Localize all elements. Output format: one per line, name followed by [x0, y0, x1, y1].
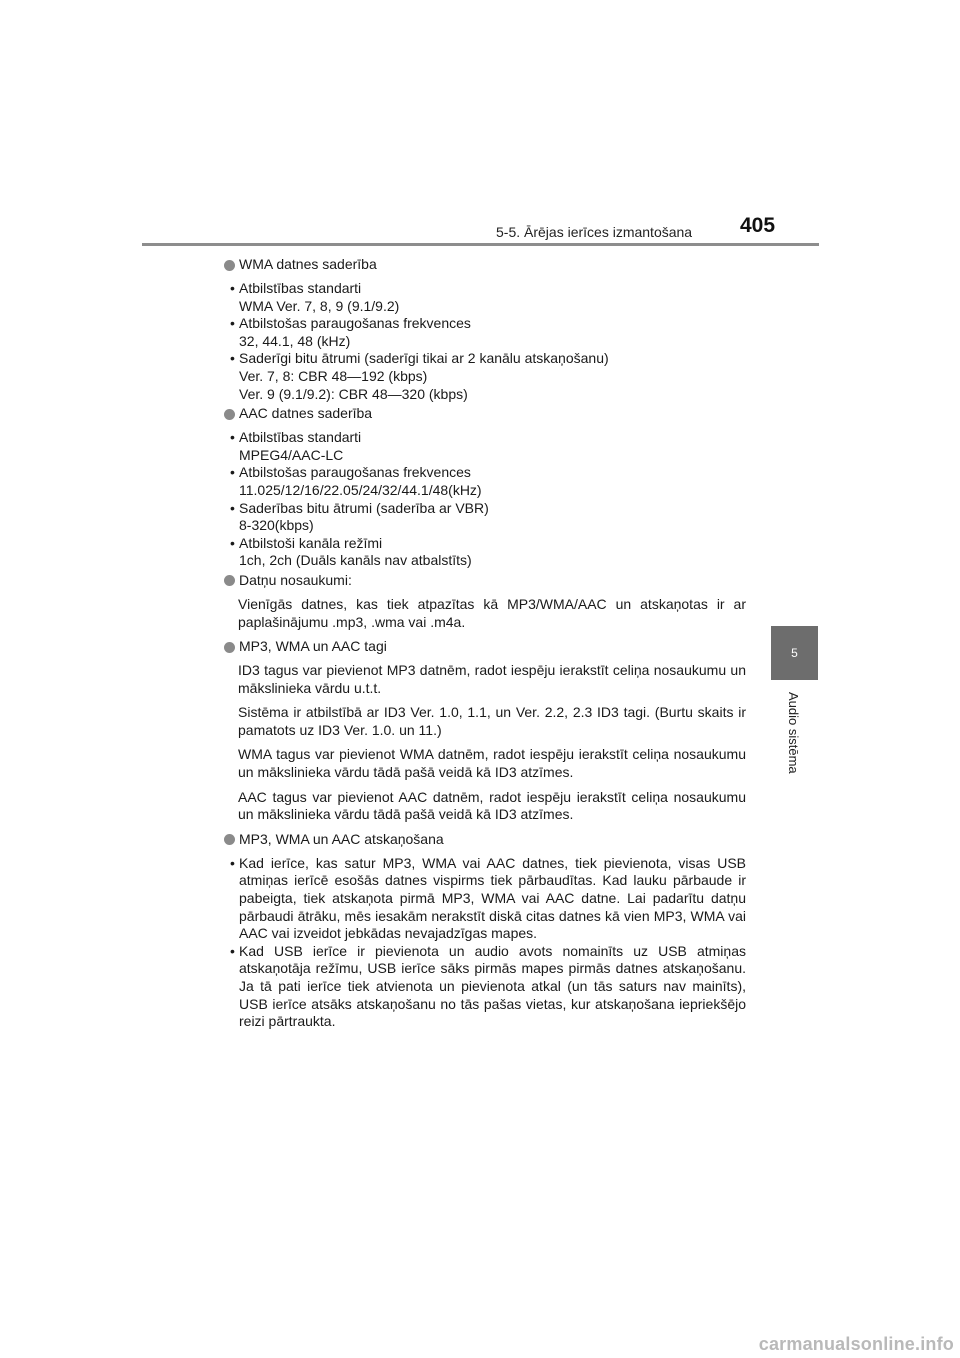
- item-label: Atbilstošas paraugošanas frekvences: [239, 464, 471, 481]
- bullet-circle-icon: [224, 409, 235, 420]
- list-item: [224, 855, 746, 943]
- tags-title: MP3, WMA un AAC tagi: [239, 638, 387, 655]
- list-item: [224, 500, 746, 535]
- list-item: [224, 315, 746, 350]
- item-value: Ver. 9 (9.1/9.2): CBR 48—320 (kbps): [239, 385, 468, 402]
- header-divider: [142, 243, 819, 246]
- bullet-mark: •: [230, 280, 235, 296]
- bullet-mark: •: [230, 499, 235, 516]
- item-value: 11.025/12/16/22.05/24/32/44.1/48(kHz): [239, 481, 482, 498]
- names-title: Datņu nosaukumi:: [239, 572, 352, 589]
- item-label: Atbilstības standarti: [239, 280, 362, 296]
- page-footer: [0, 1334, 960, 1358]
- list-item: [224, 280, 746, 315]
- wma-section: [224, 256, 746, 403]
- bullet-mark: •: [230, 315, 235, 332]
- item-value: 8-320(kbps): [239, 517, 314, 534]
- aac-title: AAC datnes saderība: [239, 405, 373, 422]
- chapter-tab: [771, 626, 818, 680]
- item-value: 1ch, 2ch (Duāls kanāls nav atbalstīts): [239, 552, 472, 569]
- wma-title: WMA datnes saderība: [239, 256, 377, 273]
- bullet-mark: •: [230, 854, 235, 871]
- bullet-mark: •: [230, 534, 235, 551]
- tags-section: [224, 638, 746, 824]
- bullet-mark: •: [230, 350, 235, 367]
- item-value: WMA Ver. 7, 8, 9 (9.1/9.2): [239, 297, 400, 314]
- bullet-circle-icon: [224, 642, 235, 653]
- chapter-label: Audio sistēma: [786, 692, 801, 774]
- paragraph: AAC tagus var pievienot AAC datnēm, radot iespēju ierakstīt celiņa nosaukumu un mākslinieka vārdu tādā pašā veidā kā ID3 atzīmes.: [238, 788, 746, 823]
- paragraph: Sistēma ir atbilstībā ar ID3 Ver. 1.0, 1.1, un Ver. 2.2, 2.3 ID3 tagi. (Burtu skaits ir pamatots uz ID3 Ver. 1.0. un 11.): [238, 704, 746, 738]
- section-title: 5-5. Ārējas ierīces izmantošana: [496, 224, 693, 240]
- playback-title: MP3, WMA un AAC atskaņošana: [239, 831, 444, 848]
- names-section: [224, 572, 746, 631]
- item-value: MPEG4/AAC-LC: [239, 446, 344, 463]
- item-text: Kad ierīce, kas satur MP3, WMA vai AAC datnes, tiek pievienota, visas USB atmiņas ierīcē esošās datnes vispirms tiek pārbaudītas. Kad lauku pārbaude ir pabeigta, tiek atskaņota pirmā MP3, WMA vai AAC datne. Lai padarītu datņu pārbaudi ātrāku, mēs iesakām nerakstīt diskā citas datnes kā vien MP3, WMA vai AAC vai izveidot jebkādas nevajadzīgas mapes.: [239, 854, 746, 942]
- list-item: [224, 535, 746, 570]
- item-label: Atbilstības standarti: [239, 429, 362, 446]
- item-label: Saderīgi bitu ātrumi (saderīgi tikai ar 2 kanālu atskaņošanu): [239, 350, 609, 367]
- list-item: [224, 429, 746, 464]
- chapter-number: 5: [791, 646, 798, 660]
- page-content: [224, 256, 746, 1031]
- page-header: [0, 0, 960, 250]
- paragraph: Vienīgās datnes, kas tiek atpazītas kā MP3/WMA/AAC un atskaņotas ir ar paplašinājumu .mp3, .wma vai .m4a.: [238, 595, 746, 630]
- bullet-circle-icon: [224, 575, 235, 586]
- item-label: Atbilstoši kanāla režīmi: [239, 534, 383, 551]
- list-item: [224, 464, 746, 499]
- paragraph: WMA tagus var pievienot WMA datnēm, radot iespēju ierakstīt celiņa nosaukumu un mākslinieka vārdu tādā pašā veidā kā ID3 atzīmes.: [238, 746, 746, 781]
- paragraph: ID3 tagus var pievienot MP3 datnēm, radot iespēju ierakstīt celiņa nosaukumu un mākslinieka vārdu u.t.t.: [238, 662, 746, 696]
- list-item: [224, 350, 746, 403]
- list-item: [224, 943, 746, 1031]
- bullet-mark: •: [230, 464, 235, 481]
- bullet-mark: •: [230, 942, 235, 959]
- bullet-circle-icon: [224, 834, 235, 845]
- aac-section: [224, 405, 746, 570]
- watermark: carmanualsonline.info: [758, 1334, 954, 1354]
- playback-section: [224, 831, 746, 1031]
- item-text: Kad USB ierīce ir pievienota un audio avots nomainīts uz USB atmiņas atskaņotāja režīmu, USB ierīce sāks pirmās mapes pirmās datnes atskaņošanu. Ja tā pati ierīce tiek atvienota un pievienota atkal (un tās saturs nav mainīts), USB ierīce atsāks atskaņošanu no tās pašas vietas, kur atskaņošana iepriekšējo reizi pārtraukta.: [239, 942, 746, 1030]
- item-value: 32, 44.1, 48 (kHz): [239, 332, 351, 349]
- item-value: Ver. 7, 8: CBR 48—192 (kbps): [239, 367, 428, 384]
- bullet-circle-icon: [224, 260, 235, 271]
- bullet-mark: •: [230, 429, 235, 446]
- item-label: Atbilstošas paraugošanas frekvences: [239, 315, 471, 332]
- item-label: Saderības bitu ātrumi (saderība ar VBR): [239, 499, 489, 516]
- page-number: 405: [740, 214, 776, 237]
